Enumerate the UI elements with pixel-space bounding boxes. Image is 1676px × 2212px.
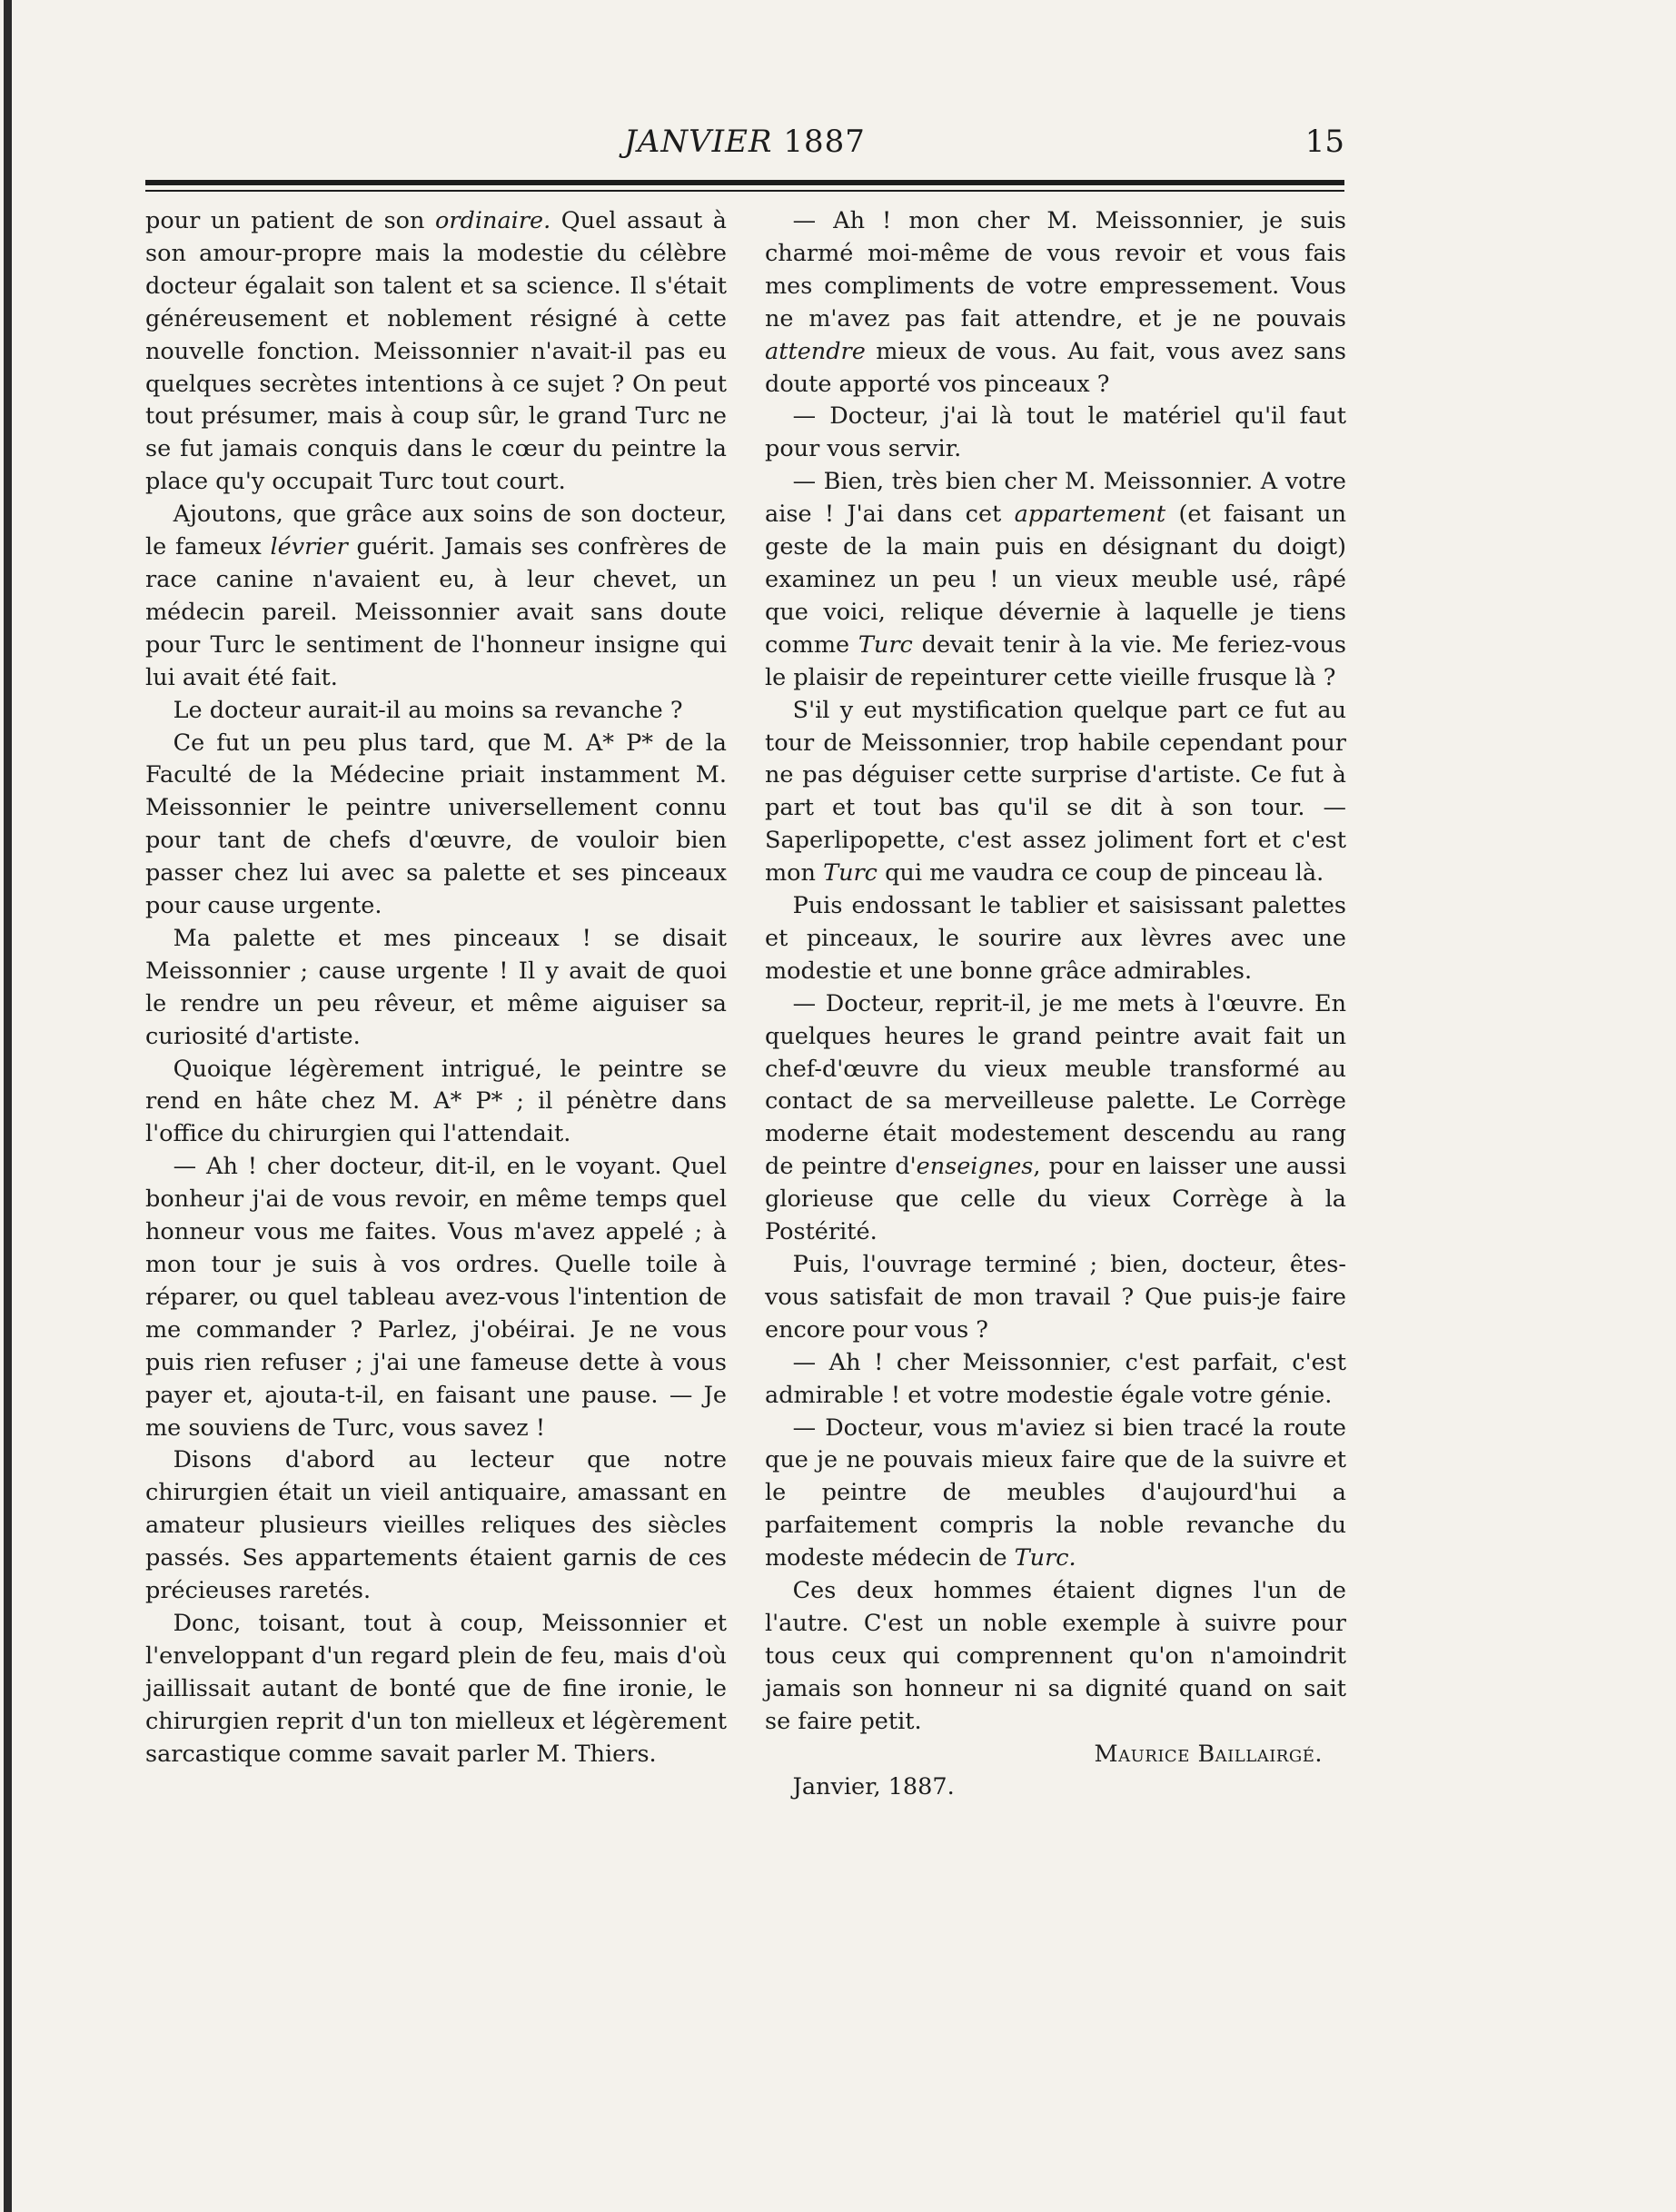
paragraph: Ces deux hommes étaient dignes l'un de l'autre. C'est un noble exemple à suivre pour tous ceux qui comprennent qu'on n'amoindrit jamais son honneur ni sa dignité quand on sait se faire petit. xyxy=(765,1577,1346,1735)
text-run: pour un patient de son xyxy=(145,207,436,234)
text-run: , pour en laisser une aussi glorieuse que celle du vieux Corrège à la Postérité. xyxy=(765,1153,1346,1246)
paragraph: Ma palette et mes pinceaux ! se disait Meissonnier ; cause urgente ! Il y avait de quoi le rendre un peu rêveur, et même aiguiser sa curiosité d'artiste. xyxy=(145,924,727,1050)
paragraph xyxy=(765,466,1346,694)
header-year: 1887 xyxy=(783,124,866,160)
text-emphasis: Turc xyxy=(823,859,878,888)
text-column-left xyxy=(145,205,727,1771)
header-month: JANVIER xyxy=(624,124,773,160)
header-rule-thick xyxy=(145,180,1344,185)
text-emphasis: Turc xyxy=(858,630,913,659)
paragraph: Donc, toisant, tout à coup, Meissonnier et l'enveloppant d'un regard plein de feu, mais d'où jaillissait autant de bonté que de fine ironie, le chirurgien reprit d'un ton mielleux et légèrement sarcastique comme savait parler M. Thiers. xyxy=(145,1609,727,1768)
paragraph: Quoique légèrement intrigué, le peintre se rend en hâte chez M. A* P* ; il pénètre dans l'office du chirurgien qui l'attendait. xyxy=(145,1055,727,1148)
paragraph: Puis, l'ouvrage terminé ; bien, docteur, êtes-vous satisfait de mon travail ? Que puis-je faire encore pour vous ? xyxy=(765,1251,1346,1344)
header-rule-thin xyxy=(145,190,1344,192)
paragraph: Ce fut un peu plus tard, que M. A* P* de la Faculté de la Médecine priait instamment M. Meissonnier le peintre universellement connu pour tant de chefs d'œuvre, de vouloir bien passer chez lui avec sa palette et ses pinceaux pour cause urgente. xyxy=(145,729,727,920)
text-run: devait tenir à la vie. Me feriez-vous le plaisir de repeinturer cette vieille frusque là ? xyxy=(765,630,1346,691)
author-signature: Maurice Baillairgé. xyxy=(1094,1740,1323,1768)
paragraph: Le docteur aurait-il au moins sa revanche ? xyxy=(173,696,683,724)
text-run: (et faisant un geste de la main puis en désignant du doigt) examinez un peu ! un vieux meuble usé, râpé que voici, relique dévernie à laquelle je tiens comme xyxy=(765,501,1346,659)
text-run: qui me vaudra ce coup de pinceau là. xyxy=(877,859,1324,888)
paragraph xyxy=(765,1413,1346,1576)
text-emphasis: ordinaire. xyxy=(435,207,551,234)
paragraph: — Docteur, j'ai là tout le matériel qu'il faut pour vous servir. xyxy=(765,402,1346,463)
running-header xyxy=(145,120,1344,174)
paragraph xyxy=(145,205,727,499)
binding-edge-rule xyxy=(4,0,12,2212)
text-column-right xyxy=(765,205,1346,1803)
text-run: guérit. Jamais ses confrères de race canine n'avaient eu, à leur chevet, un médecin pareil. Meissonnier avait sans doute pour Turc le sentiment de l'honneur insigne qui lui avait été fait. xyxy=(145,533,727,691)
dateline: Janvier, 1887. xyxy=(792,1772,955,1800)
paragraph xyxy=(765,695,1346,890)
paragraph: — Ah ! cher Meissonnier, c'est parfait, c'est admirable ! et votre modestie égale votre génie. xyxy=(765,1348,1346,1409)
text-emphasis: attendre xyxy=(765,337,866,365)
paragraph: Disons d'abord au lecteur que notre chirurgien était un vieil antiquaire, amassant en amateur plusieurs vieilles reliques des siècles passés. Ses appartements étaient garnis de ces précieuses raretés. xyxy=(145,1446,727,1605)
text-run: — Docteur, vous m'aviez si bien tracé la route que je ne pouvais mieux faire que de la suivre et le peintre de meubles d'aujourd'hui a parfaitement compris la noble revanche du modeste médecin de xyxy=(765,1413,1346,1572)
text-emphasis: lévrier xyxy=(270,533,348,561)
paragraph xyxy=(765,988,1346,1249)
paragraph xyxy=(765,205,1346,401)
text-run: Quel assaut à son amour-propre mais la modestie du célèbre docteur égalait son talent et sa science. Il s'était généreusement et noblement résigné à cette nouvelle fonction. Meissonnier n'avait-il pas eu quelques secrètes intentions à ce sujet ? On peut tout présumer, mais à coup sûr, le grand Turc ne se fut jamais conquis dans le cœur du peintre la place qu'y occupait Turc tout court. xyxy=(145,207,727,496)
page-number: 15 xyxy=(1304,124,1344,160)
text-run: S'il y eut mystification quelque part ce fut au tour de Meissonnier, trop habile cependant pour ne pas déguiser cette surprise d'artiste. Ce fut à part et tout bas qu'il se dit à son tour. — Saperlipopette, c'est assez joliment fort et c'est mon xyxy=(765,696,1346,888)
paragraph xyxy=(145,499,727,694)
text-run: — Bien, très bien cher M. Meissonnier. A votre aise ! J'ai dans cet xyxy=(765,468,1346,529)
text-run: Ajoutons, que grâce aux soins de son docteur, le fameux xyxy=(145,501,727,561)
text-emphasis: appartement xyxy=(1014,501,1166,529)
paragraph: Puis endossant le tablier et saisissant palettes et pinceaux, le sourire aux lèvres avec une modestie et une bonne grâce admirables. xyxy=(765,892,1346,985)
text-emphasis: Turc. xyxy=(1014,1544,1076,1572)
running-title xyxy=(145,124,1344,160)
text-run: — Docteur, reprit-il, je me mets à l'œuvre. En quelques heures le grand peintre avait fait un chef-d'œuvre du vieux meuble transformé au contact de sa merveilleuse palette. Le Corrège moderne était modestement descendu au rang de peintre d' xyxy=(765,989,1346,1181)
paragraph: — Ah ! cher docteur, dit-il, en le voyant. Quel bonheur j'ai de vous revoir, en même temps quel honneur vous me faites. Vous m'avez appelé ; à mon tour je suis à vos ordres. Quelle toile à réparer, ou quel tableau avez-vous l'intention de me commander ? Parlez, j'obéirai. Je ne vous puis rien refuser ; j'ai une fameuse dette à vous payer et, ajouta-t-il, en faisant une pause. — Je me souviens de Turc, vous savez ! xyxy=(145,1153,727,1442)
text-run: mieux de vous. Au fait, vous avez sans doute apporté vos pinceaux ? xyxy=(765,337,1346,398)
text-run: — Ah ! mon cher M. Meissonnier, je suis charmé moi-même de vous revoir et vous fais mes compliments de votre empressement. Vous ne m'avez pas fait attendre, et je ne pouvais xyxy=(765,207,1346,332)
text-emphasis: enseignes xyxy=(916,1153,1034,1181)
